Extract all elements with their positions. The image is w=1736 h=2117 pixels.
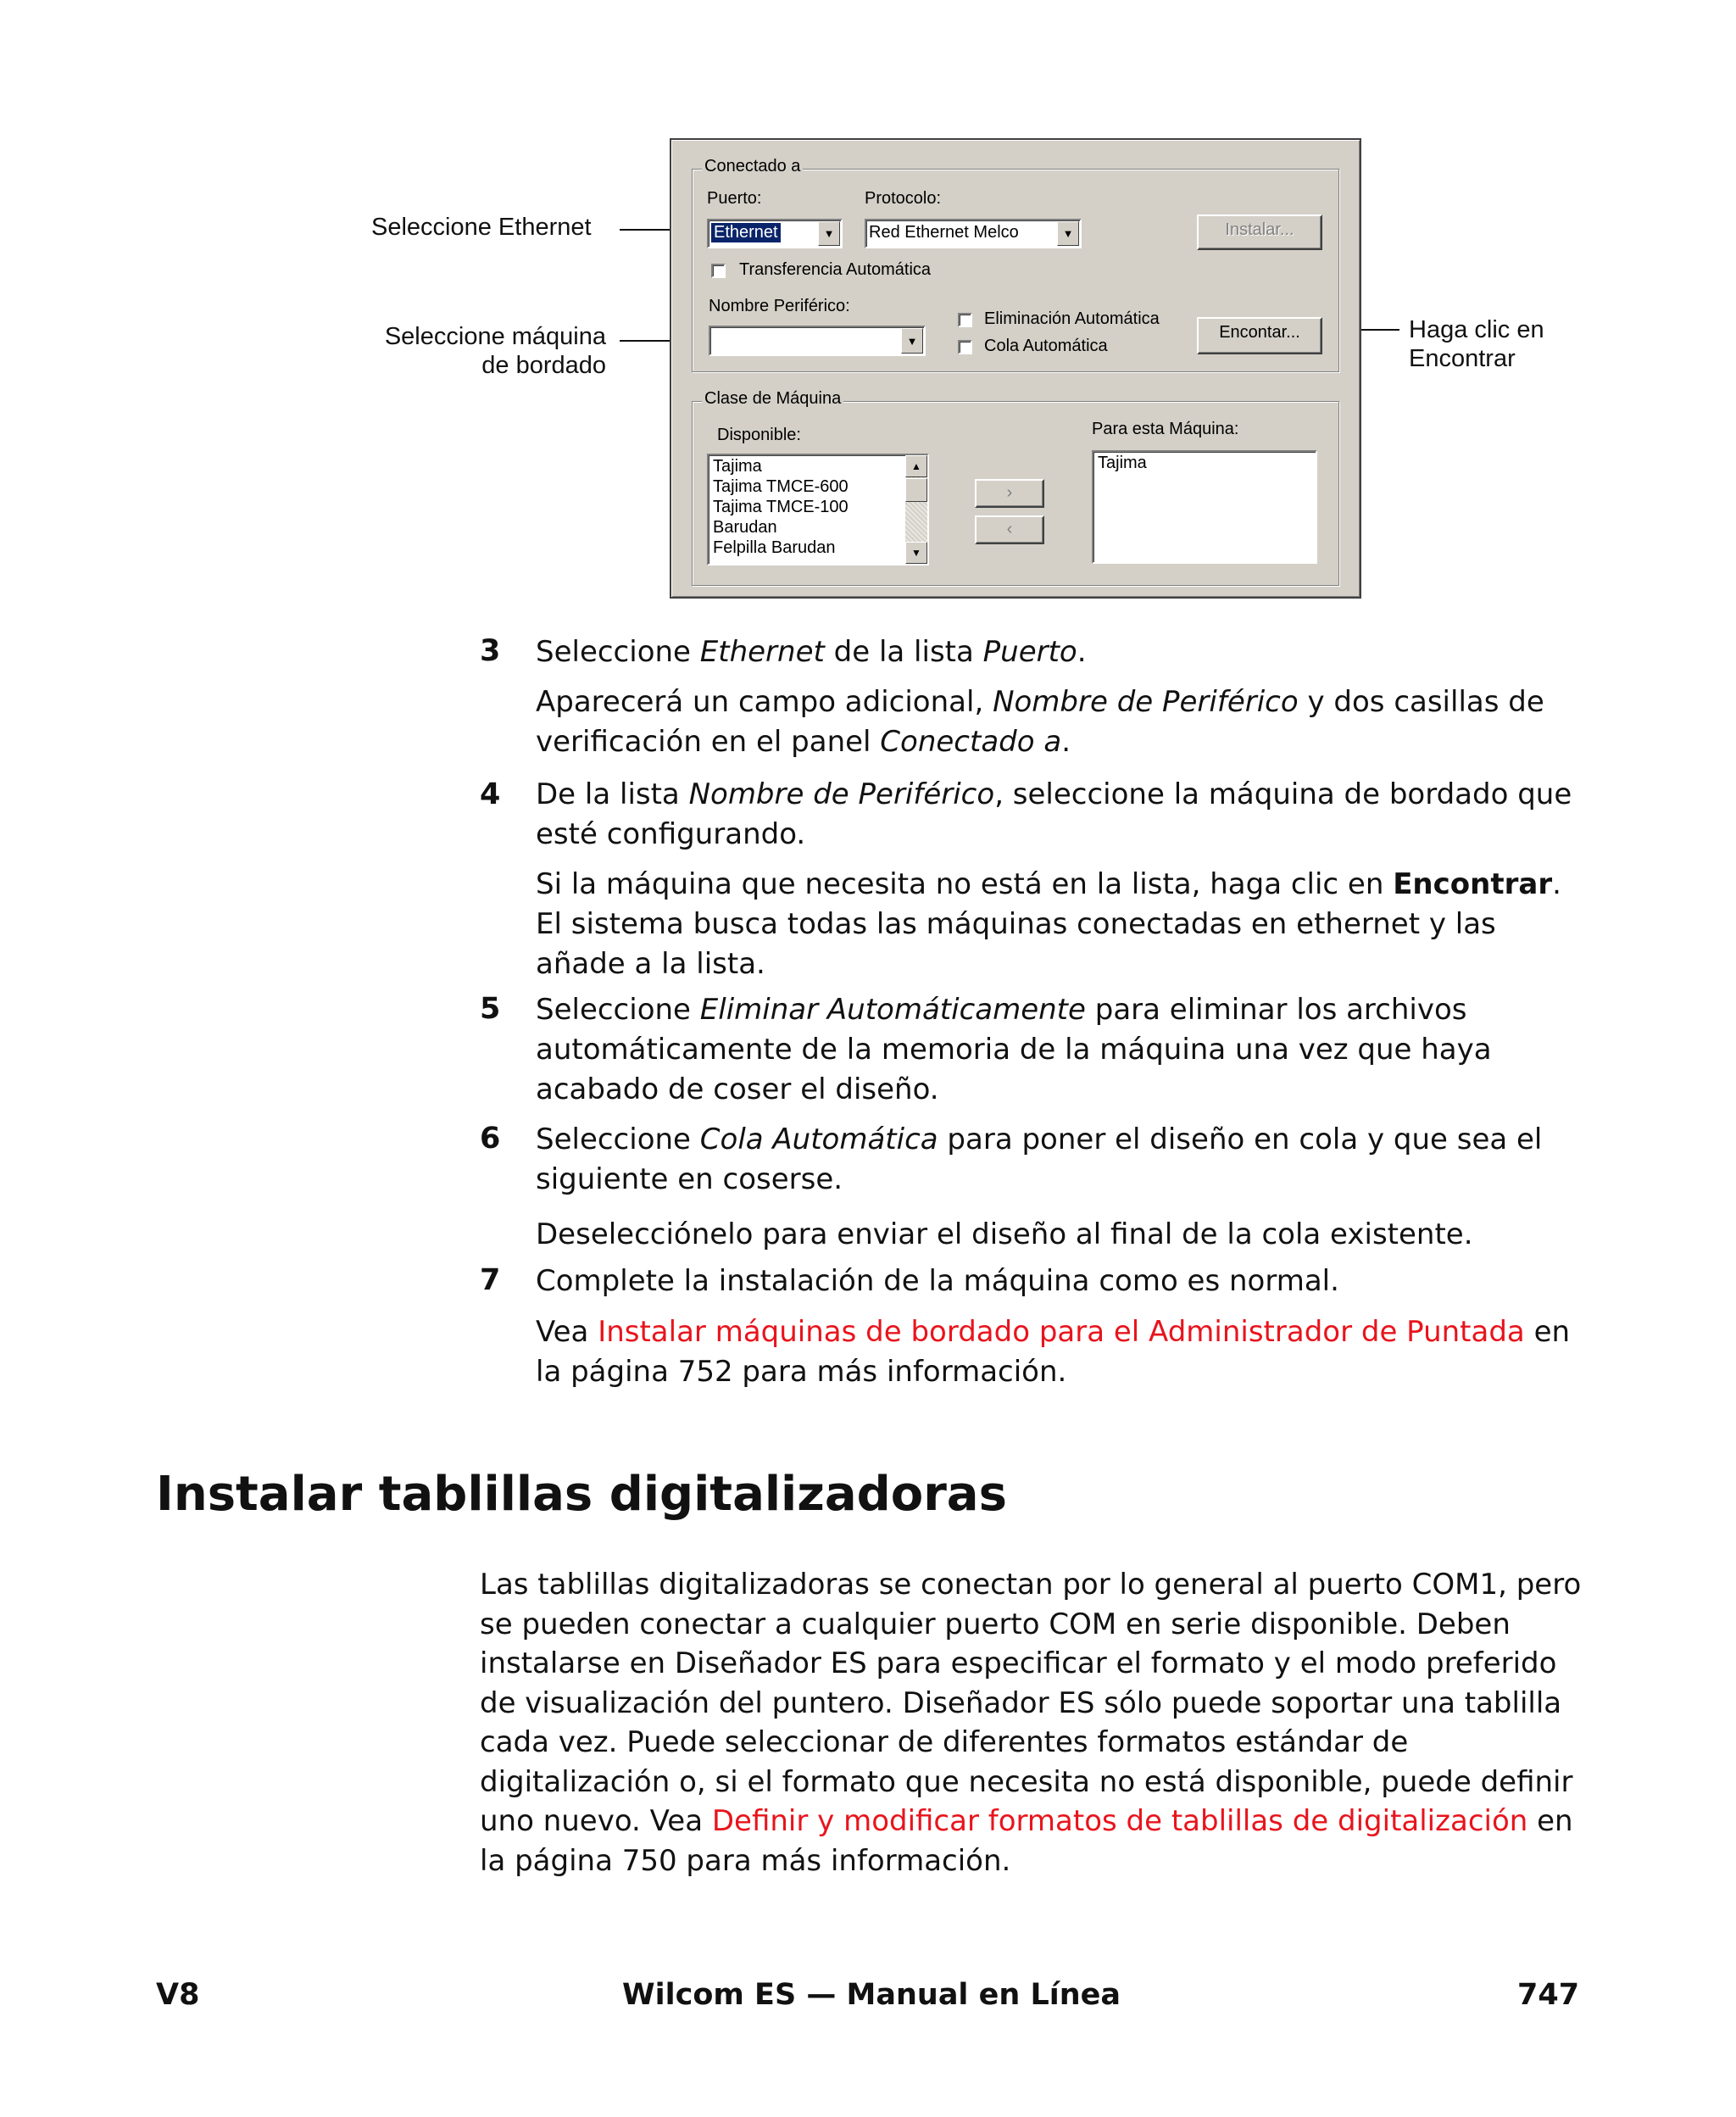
available-label: Disponible:: [717, 426, 801, 444]
auto-queue-label: Cola Automática: [984, 337, 1108, 355]
auto-transfer-checkbox[interactable]: [711, 264, 726, 278]
device-name-label: Nombre Periférico:: [709, 297, 850, 315]
link-digitizer-formats[interactable]: Definir y modificar formatos de tablillas de digitalización: [711, 1804, 1528, 1838]
callout-click-find: Haga clic en Encontrar: [1409, 316, 1544, 372]
available-list[interactable]: [707, 454, 929, 565]
protocol-label: Protocolo:: [865, 189, 942, 208]
section-paragraph: Las tablillas digitalizadoras se conectan por lo general al puerto COM1, pero se pueden conectar a cualquier puerto COM en serie disponible. Deben instalarse en Diseñador ES para especificar el formato y el modo preferido de visualización del puntero. Diseñador ES sólo puede soportar una tablilla cada vez. Puede seleccionar de diferentes formatos estándar de digitalización o, si el formato que necesita no está disponible, puede definir uno nuevo. Vea Definir y modificar formatos de tablillas de digitalización en la página 750 para más información.: [480, 1568, 1582, 1878]
chevron-down-icon[interactable]: ▼: [905, 542, 927, 564]
chevron-down-icon[interactable]: ▼: [1057, 221, 1079, 246]
footer-title: Wilcom ES — Manual en Línea: [622, 1978, 1121, 2012]
step-number: 7: [480, 1263, 501, 1297]
device-name-select[interactable]: [709, 326, 926, 356]
list-item[interactable]: Tajima: [713, 457, 762, 476]
step-number: 3: [480, 634, 501, 668]
section-heading: Instalar tablillas digitalizadoras: [156, 1467, 1007, 1522]
protocol-select[interactable]: [865, 219, 1082, 248]
port-label: Puerto:: [707, 189, 762, 208]
step-5-text: Seleccione Eliminar Automáticamente para eliminar los archivos automáticamente de la memoria de la máquina una vez que haya acabado de coser el diseño.: [536, 993, 1492, 1106]
link-install-machines[interactable]: Instalar máquinas de bordado para el Administrador de Puntada: [598, 1315, 1525, 1349]
auto-queue-checkbox[interactable]: [958, 340, 972, 354]
list-item[interactable]: Felpilla Barudan: [713, 538, 836, 557]
list-item[interactable]: Tajima TMCE-600: [713, 477, 849, 496]
step-number: 4: [480, 777, 501, 811]
auto-delete-checkbox[interactable]: [958, 313, 972, 327]
list-item[interactable]: Tajima TMCE-100: [713, 498, 849, 516]
list-item[interactable]: Tajima: [1098, 454, 1147, 472]
scrollbar-thumb[interactable]: [905, 478, 927, 502]
chevron-down-icon[interactable]: ▼: [901, 328, 923, 354]
machine-dialog: [670, 138, 1361, 599]
footer-page-number: 747: [1517, 1978, 1580, 2012]
for-machine-label: Para esta Máquina:: [1092, 420, 1239, 438]
add-button[interactable]: ›: [975, 479, 1044, 508]
step-7-text: Complete la instalación de la máquina como es normal.: [536, 1264, 1339, 1298]
list-item[interactable]: Barudan: [713, 518, 777, 537]
auto-delete-label: Eliminación Automática: [984, 309, 1160, 328]
port-select-value: Ethernet: [711, 223, 781, 242]
footer-version: V8: [156, 1978, 200, 2012]
available-scrollbar[interactable]: [905, 455, 927, 564]
callout-select-machine: Seleccione máquina de bordado: [384, 323, 606, 379]
step-number: 6: [480, 1122, 501, 1156]
step-7-note: Vea Instalar máquinas de bordado para el Administrador de Puntada en la página 752 para más información.: [536, 1315, 1571, 1389]
install-button[interactable]: Instalar...: [1197, 214, 1322, 250]
step-number: 5: [480, 992, 501, 1026]
machine-class-group-title: Clase de Máquina: [702, 389, 843, 409]
step-4-note: Si la máquina que necesita no está en la lista, haga clic en Encontrar. El sistema busca todas las máquinas conectadas en ethernet y las añade a la lista.: [536, 867, 1561, 981]
step-6-note: Deselecciónelo para enviar el diseño al final de la cola existente.: [536, 1217, 1473, 1251]
step-4-text: De la lista Nombre de Periférico, seleccione la máquina de bordado que esté configurando.: [536, 777, 1572, 851]
step-6-text: Seleccione Cola Automática para poner el diseño en cola y que sea el siguiente en coserse.: [536, 1123, 1543, 1196]
protocol-select-value: Red Ethernet Melco: [869, 223, 1019, 242]
step-3-text: Seleccione Ethernet de la lista Puerto.: [536, 635, 1087, 669]
for-machine-list[interactable]: [1092, 450, 1317, 564]
find-button[interactable]: Encontar...: [1197, 317, 1322, 354]
step-3-note: Aparecerá un campo adicional, Nombre de Periférico y dos casillas de verificación en el panel Conectado a.: [536, 685, 1544, 759]
connected-group-title: Conectado a: [702, 157, 803, 176]
auto-transfer-label: Transferencia Automática: [739, 260, 932, 279]
callout-select-ethernet: Seleccione Ethernet: [371, 214, 592, 241]
chevron-up-icon[interactable]: ▲: [905, 455, 927, 477]
remove-button[interactable]: ‹: [975, 515, 1044, 544]
port-select[interactable]: [707, 219, 843, 248]
chevron-down-icon[interactable]: ▼: [818, 221, 840, 246]
